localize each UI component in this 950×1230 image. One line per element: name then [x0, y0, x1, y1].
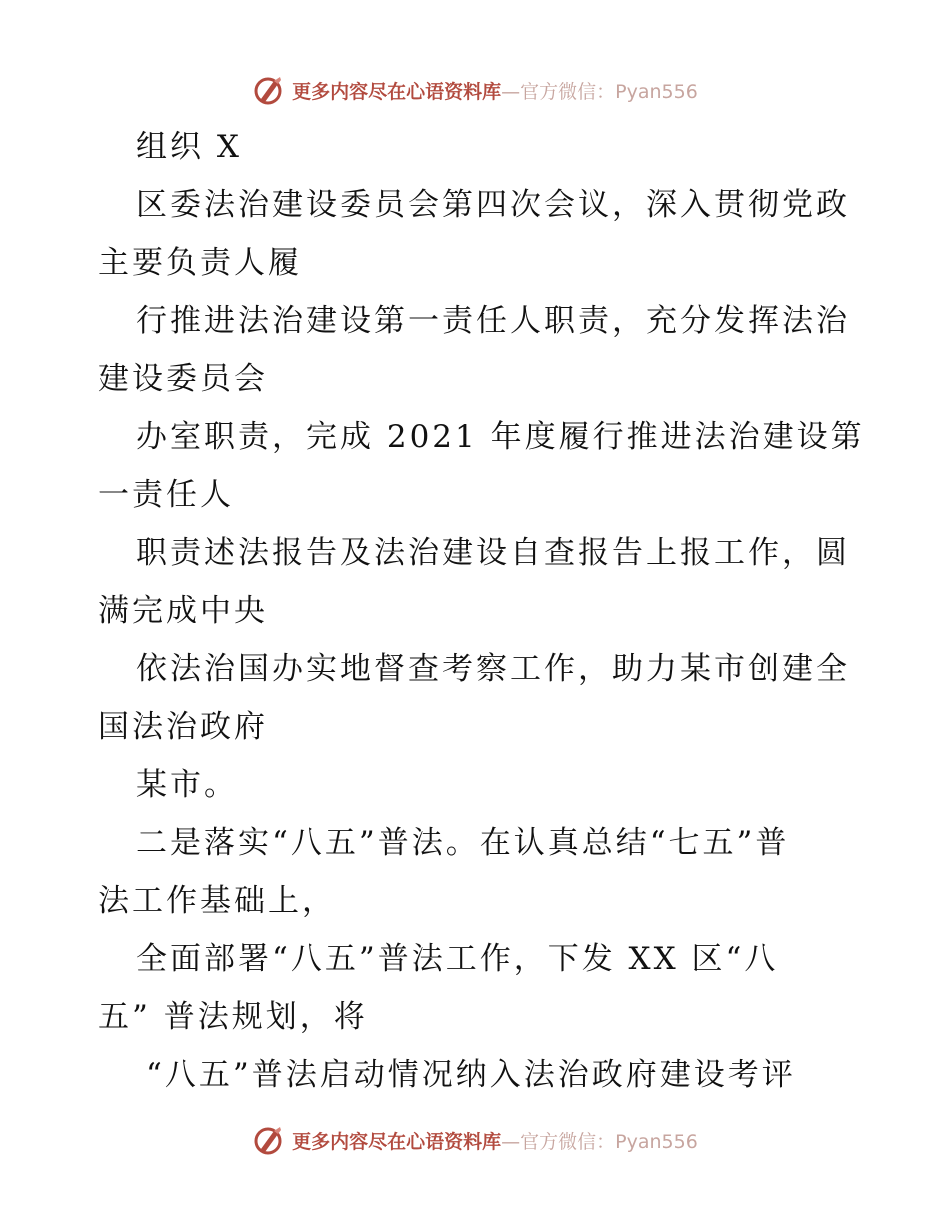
- text-line: “八五”普法启动情况纳入法治政府建设考评: [146, 1057, 796, 1093]
- text-line: 二是落实“八五”普法。在认真总结“七五”普: [136, 825, 790, 861]
- text-line: 一责任人: [98, 477, 234, 513]
- text-line: 办室职责，完成 2021 年度履行推进法治建设第: [136, 419, 865, 455]
- text-line: 建设委员会: [98, 361, 268, 397]
- pen-logo-icon: [252, 1123, 286, 1157]
- text-line: 主要负责人履: [98, 245, 302, 281]
- text-line: 五” 普法规划，将: [98, 999, 368, 1035]
- footer-watermark: [0, 1120, 950, 1160]
- text-line: 满完成中央: [98, 593, 268, 629]
- text-line: 区委法治建设委员会第四次会议，深入贯彻党政: [136, 187, 850, 223]
- watermark-text: 更多内容尽在心语资料库—官方微信：Pyan556: [292, 80, 698, 103]
- text-line: 国法治政府: [98, 709, 268, 745]
- text-line: 全面部署“八五”普法工作，下发 XX 区“八: [136, 941, 779, 977]
- text-line: 依法治国办实地督查考察工作，助力某市创建全: [136, 651, 850, 687]
- watermark-text: 更多内容尽在心语资料库—官方微信：Pyan556: [292, 1130, 698, 1153]
- text-line: 法工作基础上，: [98, 883, 336, 919]
- pen-logo-icon: [252, 73, 286, 107]
- header-watermark: [0, 70, 950, 110]
- text-line: 行推进法治建设第一责任人职责，充分发挥法治: [136, 303, 850, 339]
- text-line: 组织 X: [136, 129, 242, 165]
- text-line: 职责述法报告及法治建设自查报告上报工作，圆: [136, 535, 850, 571]
- text-line: 某市。: [136, 767, 238, 803]
- document-body: [98, 118, 865, 1104]
